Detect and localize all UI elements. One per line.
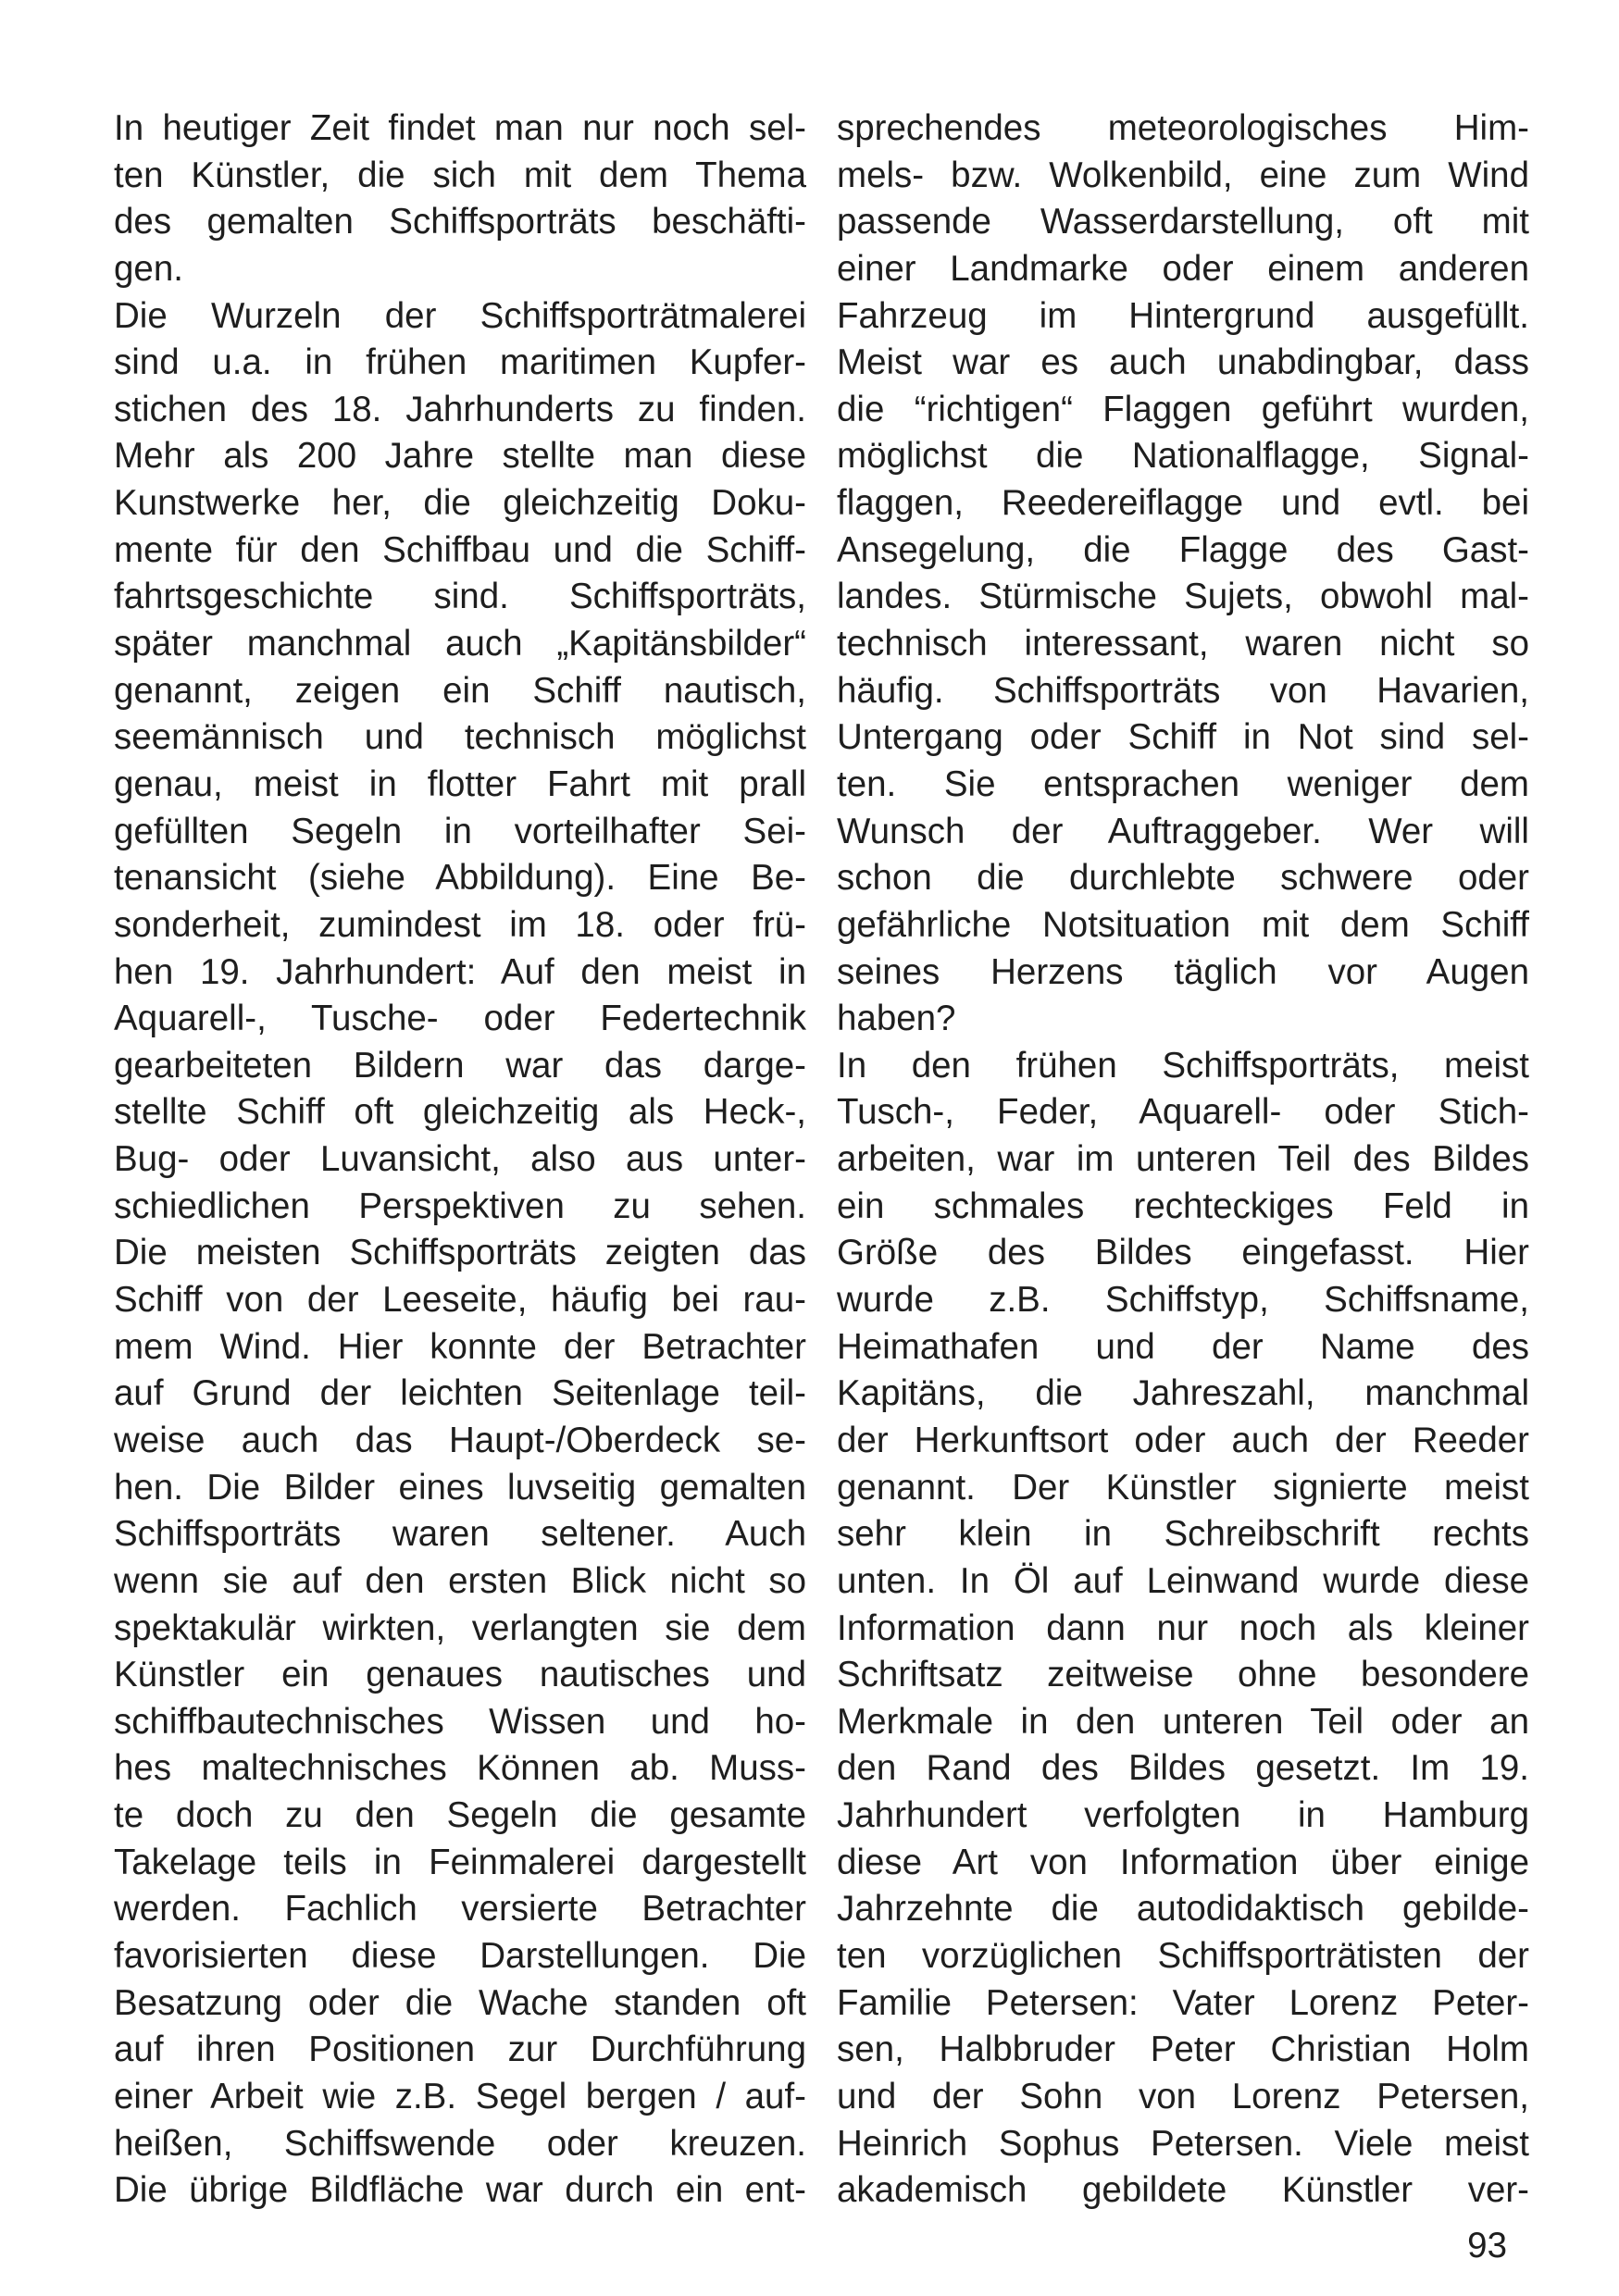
text-line: einer Arbeit wie z.B. Segel bergen / auf- [114, 2076, 806, 2116]
text-line: Die meisten Schiffsporträts zeigten das [114, 1233, 806, 1273]
text-line: Schiff von der Leeseite, häufig bei rau- [114, 1280, 806, 1321]
text-line: werden. Fachlich versierte Betrachter [114, 1889, 806, 1930]
text-line: schon die durchlebte schwere oder [837, 858, 1529, 899]
text-line: favorisierten diese Darstellungen. Die [114, 1935, 806, 1976]
text-line: mem Wind. Hier konnte der Betrachter [114, 1326, 806, 1367]
text-line: schiffbautechnisches Wissen und ho- [114, 1701, 806, 1742]
text-line: gefährliche Notsituation mit dem Schiff [837, 904, 1529, 945]
text-line: schiedlichen Perspektiven zu sehen. [114, 1185, 806, 1226]
text-line: Merkmale in den unteren Teil oder an [837, 1701, 1529, 1742]
text-line: technisch interessant, waren nicht so [837, 624, 1529, 664]
text-line: Kapitäns, die Jahreszahl, manchmal [837, 1373, 1529, 1414]
text-line: Tusch-, Feder, Aquarell- oder Stich- [837, 1092, 1529, 1133]
text-line: In den frühen Schiffsporträts, meist [837, 1045, 1529, 1086]
text-line: genau, meist in flotter Fahrt mit prall [114, 763, 806, 804]
text-line: sehr klein in Schreibschrift rechts [837, 1514, 1529, 1555]
text-line: passende Wasserdarstellung, oft mit [837, 202, 1529, 242]
text-line: fahrtsgeschichte sind. Schiffsporträts, [114, 577, 806, 617]
text-line: haben? [837, 999, 956, 1039]
text-line: und der Sohn von Lorenz Petersen, [837, 2076, 1529, 2116]
text-line: später manchmal auch „Kapitänsbilder“ [114, 624, 806, 664]
text-line: sen, Halbbruder Peter Christian Holm [837, 2029, 1529, 2070]
text-line: genannt, zeigen ein Schiff nautisch, [114, 670, 806, 711]
text-line: auf ihren Positionen zur Durchführung [114, 2029, 806, 2070]
text-line: hen. Die Bilder eines luvseitig gemalten [114, 1467, 806, 1508]
text-line: stichen des 18. Jahrhunderts zu finden. [114, 389, 806, 429]
text-line: der Herkunftsort oder auch der Reeder [837, 1420, 1529, 1460]
text-line: hen 19. Jahrhundert: Auf den meist in [114, 951, 806, 992]
text-line: möglichst die Nationalflagge, Signal- [837, 436, 1529, 477]
text-line: heißen, Schiffswende oder kreuzen. [114, 2123, 806, 2164]
text-line: einer Landmarke oder einem anderen [837, 248, 1529, 289]
text-line: ten Künstler, die sich mit dem Thema [114, 155, 806, 195]
text-line: ein schmales rechteckiges Feld in [837, 1185, 1529, 1226]
text-line: ten vorzüglichen Schiffsporträtisten der [837, 1935, 1529, 1976]
text-line: sprechendes meteorologisches Him- [837, 108, 1529, 148]
text-line: Familie Petersen: Vater Lorenz Peter- [837, 1982, 1529, 2023]
text-line: Untergang oder Schiff in Not sind sel- [837, 717, 1529, 758]
left-text-column [114, 105, 806, 2215]
text-line: des gemalten Schiffsporträts beschäfti- [114, 202, 806, 242]
text-line: hes maltechnisches Können ab. Muss- [114, 1748, 806, 1789]
text-line: gefüllten Segeln in vorteilhafter Sei- [114, 811, 806, 851]
text-line: Schriftsatz zeitweise ohne besondere [837, 1655, 1529, 1695]
text-line: akademisch gebildete Künstler ver- [837, 2170, 1529, 2211]
text-line: häufig. Schiffsporträts von Havarien, [837, 670, 1529, 711]
text-line: Größe des Bildes eingefasst. Hier [837, 1233, 1529, 1273]
text-line: Information dann nur noch als kleiner [837, 1607, 1529, 1648]
text-line: landes. Stürmische Sujets, obwohl mal- [837, 577, 1529, 617]
text-line: diese Art von Information über einige [837, 1842, 1529, 1882]
text-line: den Rand des Bildes gesetzt. Im 19. [837, 1748, 1529, 1789]
text-line: Besatzung oder die Wache standen oft [114, 1982, 806, 2023]
text-line: sonderheit, zumindest im 18. oder frü- [114, 904, 806, 945]
text-line: gearbeiteten Bildern war das darge- [114, 1045, 806, 1086]
text-line: weise auch das Haupt-/Oberdeck se- [114, 1420, 806, 1460]
text-line: mente für den Schiffbau und die Schiff- [114, 529, 806, 570]
text-line: Mehr als 200 Jahre stellte man diese [114, 436, 806, 477]
text-line: auf Grund der leichten Seitenlage teil- [114, 1373, 806, 1414]
text-line: ten. Sie entsprachen weniger dem [837, 763, 1529, 804]
text-line: genannt. Der Künstler signierte meist [837, 1467, 1529, 1508]
right-text-column [837, 105, 1529, 2215]
text-line: gen. [114, 248, 183, 289]
text-line: te doch zu den Segeln die gesamte [114, 1795, 806, 1836]
text-line: Jahrzehnte die autodidaktisch gebilde- [837, 1889, 1529, 1930]
text-line: Meist war es auch unabdingbar, dass [837, 342, 1529, 383]
text-line: Takelage teils in Feinmalerei dargestellt [114, 1842, 806, 1882]
text-line: Kunstwerke her, die gleichzeitig Doku- [114, 483, 806, 524]
text-line: wurde z.B. Schiffstyp, Schiffsname, [837, 1280, 1529, 1321]
text-line: Künstler ein genaues nautisches und [114, 1655, 806, 1695]
text-line: sind u.a. in frühen maritimen Kupfer- [114, 342, 806, 383]
page-number: 93 [1467, 2226, 1507, 2265]
text-line: seines Herzens täglich vor Augen [837, 951, 1529, 992]
text-line: die “richtigen“ Flaggen geführt wurden, [837, 389, 1529, 429]
text-line: flaggen, Reedereiflagge und evtl. bei [837, 483, 1529, 524]
text-line: spektakulär wirkten, verlangten sie dem [114, 1607, 806, 1648]
text-line: Bug- oder Luvansicht, also aus unter- [114, 1139, 806, 1180]
text-line: unten. In Öl auf Leinwand wurde diese [837, 1560, 1529, 1601]
text-line: Jahrhundert verfolgten in Hamburg [837, 1795, 1529, 1836]
text-line: Heinrich Sophus Petersen. Viele meist [837, 2123, 1529, 2164]
text-line: Die übrige Bildfläche war durch ein ent- [114, 2170, 806, 2211]
text-line: In heutiger Zeit findet man nur noch sel- [114, 108, 806, 148]
text-line: tenansicht (siehe Abbildung). Eine Be- [114, 858, 806, 899]
text-line: mels- bzw. Wolkenbild, eine zum Wind [837, 155, 1529, 195]
text-line: Wunsch der Auftraggeber. Wer will [837, 811, 1529, 851]
text-line: Heimathafen und der Name des [837, 1326, 1529, 1367]
text-line: Die Wurzeln der Schiffsporträtmalerei [114, 295, 806, 336]
text-line: Aquarell-, Tusche- oder Federtechnik [114, 999, 806, 1039]
text-line: Schiffsporträts waren seltener. Auch [114, 1514, 806, 1555]
text-line: seemännisch und technisch möglichst [114, 717, 806, 758]
text-line: Ansegelung, die Flagge des Gast- [837, 529, 1529, 570]
text-line: stellte Schiff oft gleichzeitig als Heck-, [114, 1092, 806, 1133]
text-line: wenn sie auf den ersten Blick nicht so [114, 1560, 806, 1601]
text-line: Fahrzeug im Hintergrund ausgefüllt. [837, 295, 1529, 336]
text-line: arbeiten, war im unteren Teil des Bildes [837, 1139, 1529, 1180]
